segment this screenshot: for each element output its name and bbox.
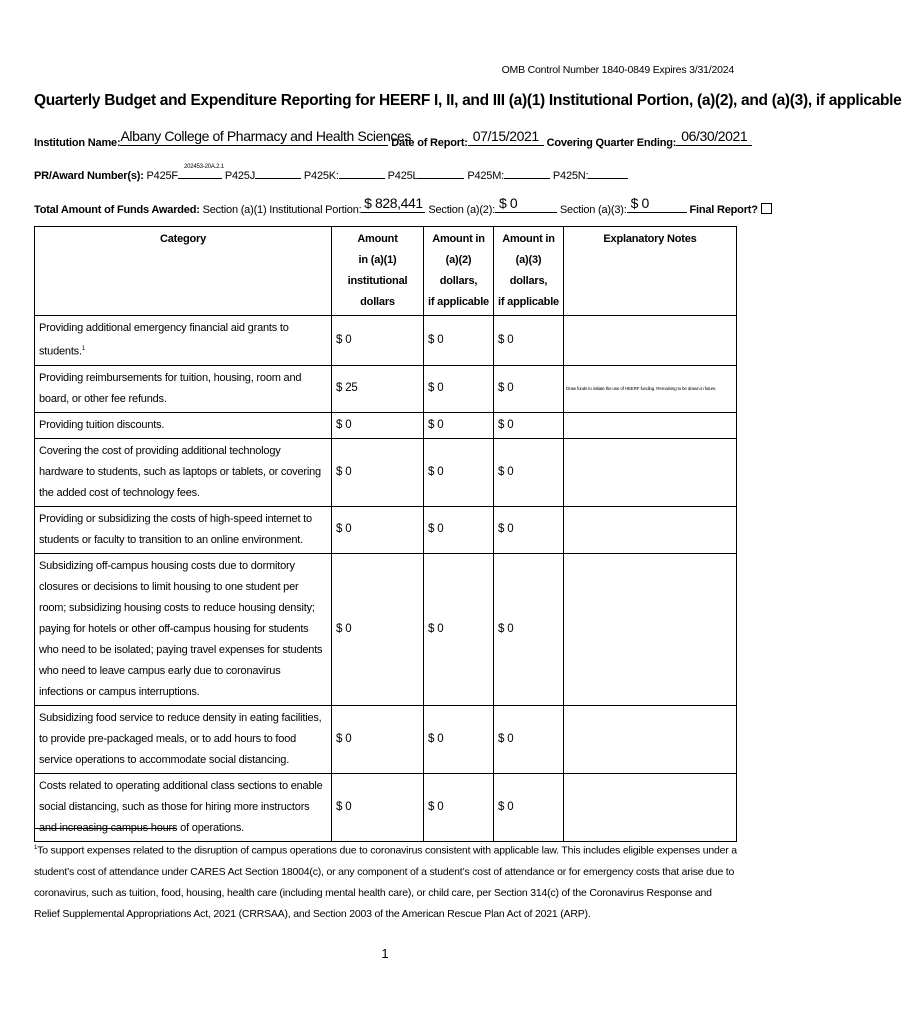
quarter-ending-label: Covering Quarter Ending:: [546, 137, 677, 149]
category-cell: Costs related to operating additional class sections to enable social distancing, such as those for hiring more instructors and increasing campus hours of operations.: [35, 773, 332, 841]
p425k-label: P425K:: [303, 170, 339, 182]
amount-a1-cell[interactable]: $ 0: [332, 316, 424, 366]
amount-a1-cell[interactable]: $ 0: [332, 705, 424, 773]
table-header-row: [35, 227, 737, 316]
amount-a2-cell[interactable]: $ 0: [424, 553, 494, 705]
amount-a2-cell[interactable]: $ 0: [424, 506, 494, 553]
table-row: [35, 506, 737, 553]
amount-a1-cell[interactable]: $ 0: [332, 438, 424, 506]
table-row: [35, 438, 737, 506]
table-row: [35, 705, 737, 773]
budget-table: [34, 226, 737, 842]
amount-a3-cell[interactable]: $ 0: [494, 365, 564, 412]
section-a2-field[interactable]: [495, 195, 557, 213]
header-amount-a1: Amount in (a)(1) institutional dollars: [332, 227, 424, 316]
quarter-ending-value: 06/30/2021: [681, 128, 748, 144]
section-a3-value: $ 0: [630, 195, 649, 211]
table-row: [35, 316, 737, 366]
amount-a2-cell[interactable]: $ 0: [424, 773, 494, 841]
p425f-value: 202453-20A.2.1: [183, 164, 224, 170]
final-report-label: Final Report?: [689, 204, 758, 216]
footnote-divider: [34, 828, 176, 829]
section-a2-label: Section (a)(2):: [428, 204, 496, 216]
category-cell: Providing tuition discounts.: [35, 412, 332, 438]
amount-a3-cell[interactable]: $ 0: [494, 773, 564, 841]
notes-cell[interactable]: [564, 773, 737, 841]
category-cell: Covering the cost of providing additional technology hardware to students, such as laptops or tablets, or covering the added cost of technology fees.: [35, 438, 332, 506]
amount-a1-cell[interactable]: $ 0: [332, 412, 424, 438]
notes-cell[interactable]: [564, 506, 737, 553]
header-category: Category: [35, 227, 332, 316]
date-of-report-label: Date of Report:: [391, 137, 468, 149]
notes-cell[interactable]: Draw funds to initiate the use of HEERF funding. Remaining to be drawn in future.: [564, 365, 737, 412]
category-cell: Subsidizing food service to reduce density in eating facilities, to provide pre-packaged meals, or to add hours to food service operations to accommodate social distancing.: [35, 705, 332, 773]
date-of-report-field[interactable]: [468, 128, 544, 146]
institution-name-label: Institution Name:: [34, 137, 121, 149]
award-number-label: PR/Award Number(s):: [34, 170, 144, 182]
header-amount-a2: Amount in (a)(2) dollars, if applicable: [424, 227, 494, 316]
p425n-label: P425N:: [552, 170, 589, 182]
amount-a2-cell[interactable]: $ 0: [424, 438, 494, 506]
amount-a1-cell[interactable]: $ 0: [332, 506, 424, 553]
amount-a2-cell[interactable]: $ 0: [424, 316, 494, 366]
footnote-text: To support expenses related to the disruption of campus operations due to coronavirus consistent with applicable law. This includes eligible expenses under a student’s cost of attendance under CARES Act Section 18004(c), or any component of a student’s cost of attendance or for emergency costs that arise due to coronavirus, such as tuition, food, housing, health care (including mental health care), or child care, per Section 314(c) of the Coronavirus Response and Relief Supplemental Appropriations Act, 2021 (CRRSAA), and Section 2003 of the American Rescue Plan Act of 2021 (ARP).: [34, 844, 737, 920]
amount-a3-cell[interactable]: $ 0: [494, 553, 564, 705]
p425f-label: P425F: [146, 170, 178, 182]
footnote-ref: 1: [81, 346, 85, 352]
amount-a1-cell[interactable]: $ 0: [332, 553, 424, 705]
amount-a1-cell[interactable]: $ 25: [332, 365, 424, 412]
table-row: [35, 553, 737, 705]
section-a1-field[interactable]: [361, 195, 425, 213]
section-a1-label: Section (a)(1) Institutional Portion:: [202, 204, 362, 216]
amount-a3-cell[interactable]: $ 0: [494, 412, 564, 438]
quarter-ending-field[interactable]: [676, 128, 752, 146]
total-funds-label: Total Amount of Funds Awarded:: [34, 204, 200, 216]
category-cell: Providing or subsidizing the costs of high-speed internet to students or faculty to transition to an online environment.: [35, 506, 332, 553]
page-number: 1: [381, 946, 389, 961]
header-amount-a3: Amount in (a)(3) dollars, if applicable: [494, 227, 564, 316]
footnote-marker: 1: [34, 845, 38, 851]
totals-line: [34, 195, 772, 216]
institution-line: [34, 128, 752, 149]
notes-cell[interactable]: [564, 705, 737, 773]
institution-name-value: Albany College of Pharmacy and Health Sciences: [120, 128, 411, 144]
amount-a3-cell[interactable]: $ 0: [494, 506, 564, 553]
amount-a2-cell[interactable]: $ 0: [424, 705, 494, 773]
category-cell: Providing additional emergency financial aid grants to students.$^1$: [35, 316, 332, 366]
table-row: [35, 412, 737, 438]
amount-a3-cell[interactable]: $ 0: [494, 705, 564, 773]
category-cell: Subsidizing off-campus housing costs due to dormitory closures or decisions to limit housing to one student per room; subsidizing housing costs to reduce housing density; paying for hotels or other off-campus housing for students who need to be isolated; paying travel expenses for students who need to leave campus early due to coronavirus infections or campus interruptions.: [35, 553, 332, 705]
p425j-field[interactable]: [255, 166, 301, 179]
p425m-label: P425M:: [467, 170, 505, 182]
amount-a1-cell[interactable]: $ 0: [332, 773, 424, 841]
notes-cell[interactable]: [564, 553, 737, 705]
institution-name-field[interactable]: [120, 128, 411, 146]
amount-a2-cell[interactable]: $ 0: [424, 365, 494, 412]
date-of-report-value: 07/15/2021: [472, 128, 539, 144]
p425l-label: P425L: [387, 170, 419, 182]
p425n-field[interactable]: [588, 166, 628, 179]
notes-cell[interactable]: [564, 438, 737, 506]
p425k-field[interactable]: [339, 166, 385, 179]
table-row: [35, 365, 737, 412]
section-a3-field[interactable]: [627, 195, 687, 213]
amount-a3-cell[interactable]: $ 0: [494, 316, 564, 366]
table-row: [35, 773, 737, 841]
category-cell: Providing reimbursements for tuition, housing, room and board, or other fee refunds.: [35, 365, 332, 412]
p425l-field[interactable]: [418, 166, 464, 179]
final-report-checkbox[interactable]: [761, 203, 772, 214]
notes-cell[interactable]: [564, 316, 737, 366]
header-explanatory-notes: Explanatory Notes: [564, 227, 737, 316]
p425j-label: P425J: [224, 170, 256, 182]
footnote: [34, 838, 740, 925]
form-title: Quarterly Budget and Expenditure Reporting for HEERF I, II, and III (a)(1) Institutional Portion, (a)(2), and (a)(3), if applicable: [34, 92, 902, 109]
award-line: [34, 166, 628, 182]
amount-a2-cell[interactable]: $ 0: [424, 412, 494, 438]
p425f-field[interactable]: [178, 166, 222, 179]
section-a1-value: $ 828,441: [364, 195, 423, 211]
amount-a3-cell[interactable]: $ 0: [494, 438, 564, 506]
section-a2-value: $ 0: [499, 195, 518, 211]
omb-control-number: OMB Control Number 1840-0849 Expires 3/31/2024: [501, 64, 734, 76]
p425m-field[interactable]: [504, 166, 550, 179]
notes-cell[interactable]: [564, 412, 737, 438]
section-a3-label: Section (a)(3):: [559, 204, 627, 216]
